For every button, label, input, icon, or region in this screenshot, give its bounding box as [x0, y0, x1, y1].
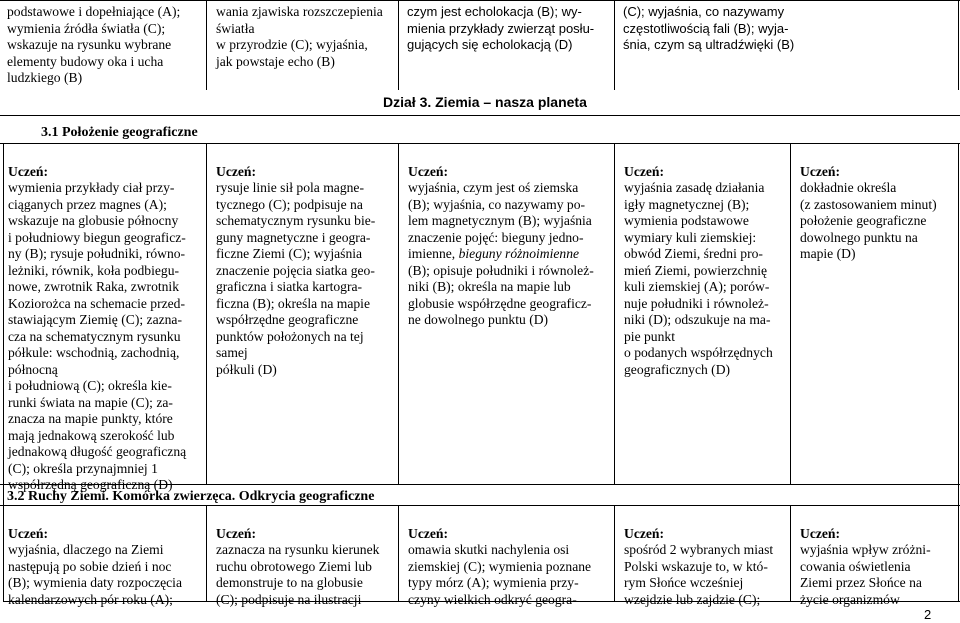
student-label: Uczeń: [8, 163, 49, 179]
student-label: Uczeń: [408, 163, 449, 179]
student-label: Uczeń: [624, 163, 665, 179]
requirement-text: wymienia przykłady ciał przy- ciąganych przez magnes (A); wskazuje na globusie północny i południowy biegun geograficz- ny (B); rysuje południki, równo- leżniki, równik, koła podbiegu- nowe, zwrotnik Raka, zwrotnik Koziorożca na schemacie przed- stawiającym Ziemię (C); zazna- cza na schematycznym rysunku półkule: wschodnią, zachodnią, północną i południową (C); określa kie- runki świata na mapie (C); za- znacza na mapie punkty, które mają jednakową szerokość lub jednakową długość geograficzną (C); określa przynajmniej 1 współrzędną geograficzną (D) [8, 180, 187, 492]
table-border [614, 0, 615, 90]
student-label: Uczeń: [408, 525, 449, 541]
table-border [398, 143, 399, 484]
table-border [614, 143, 615, 484]
requirement-cell [408, 509, 612, 608]
table-border [958, 0, 959, 90]
requirement-text: rysuje linie sił pola magne- tycznego (C); podpisuje na schematycznym rysunku bie- guny magnetyczne i geogra- ficzne Ziemi (C); wyjaśnia znaczenie pojęcia siatka geo- graficzna i siatka kartogra- ficzna (B); określa na mapie współrzędne geograficzne punktów położonych na tej samej półkuli (D) [216, 180, 376, 377]
top-cell-3: czym jest echolokacja (B); wy- mienia przykłady zwierząt posłu- gujących się echolokacją (D) [407, 4, 595, 52]
table-border [790, 143, 791, 484]
table-border [958, 143, 959, 601]
page-number: 2 [924, 607, 932, 622]
requirement-cell [8, 509, 204, 608]
requirement-cell [216, 509, 396, 608]
table-border [398, 505, 399, 601]
section-heading-3-2: 3.2 Ruchy Ziemi. Komórka zwierzęca. Odkrycia geograficzne [7, 489, 375, 504]
requirement-text: wyjaśnia zasadę działania igły magnetycznej (B); wymienia podstawowe wymiary kuli ziemskiej: obwód Ziemi, średni pro- mień Ziemi, powierzchnię kuli ziemskiej (A); porów- nuje południki i równoleż- niki (D); odszukuje na ma- pie punkt o podanych współrzędnych geograficznych (D) [624, 180, 773, 377]
student-label: Uczeń: [216, 525, 257, 541]
table-border [206, 505, 207, 601]
requirement-text: zaznacza na rysunku kierunek ruchu obrotowego Ziemi lub demonstruje to na globusie (C); podpisuje na ilustracji [216, 542, 380, 607]
table-border [3, 143, 4, 601]
requirement-text: wyjaśnia wpływ zróżni- cowania oświetlenia Ziemi przez Słońce na życie organizmów [800, 542, 931, 607]
top-cell-1: podstawowe i dopełniające (A); wymienia źródła światła (C); wskazuje na rysunku wybrane elementy budowy oka i ucha ludzkiego (B) [7, 4, 181, 85]
requirement-text: spośród 2 wybranych miast Polski wskazuje to, w któ- rym Słońce wcześniej wzejdzie lub zajdzie (C); [624, 542, 774, 607]
requirement-cell [624, 509, 788, 608]
chapter-title: Dział 3. Ziemia – nasza planeta [383, 94, 587, 110]
student-label: Uczeń: [800, 525, 841, 541]
table-border [790, 505, 791, 601]
table-border [0, 143, 960, 144]
requirement-text: omawia skutki nachylenia osi ziemskiej (C); wymienia poznane typy mórz (A); wymienia przy- czyny wielkich odkryć geogra- [408, 542, 592, 607]
requirement-cell [8, 147, 204, 494]
student-label: Uczeń: [800, 163, 841, 179]
requirement-text: dokładnie określa (z zastosowaniem minut) położenie geograficzne dowolnego punktu na mapie (D) [800, 180, 937, 261]
top-cell-2: wania zjawiska rozszczepienia światła w przyrodzie (C); wyjaśnia, jak powstaje echo (B) [216, 4, 383, 69]
student-label: Uczeń: [216, 163, 257, 179]
table-border [398, 0, 399, 90]
requirement-cell [800, 509, 956, 608]
requirement-text: (B); opisuje południki i równoleż- niki (B); określa na mapie lub globusie współrzędne geograficz- ne dowolnego punktu (D) [408, 262, 594, 327]
top-cell-4: (C); wyjaśnia, co nazywamy częstotliwością fali (B); wyja- śnia, czym są ultradźwięki (B) [623, 4, 795, 52]
student-label: Uczeń: [624, 525, 665, 541]
table-border [206, 0, 207, 90]
requirement-text: wyjaśnia, czym jest oś ziemska (B); wyjaśnia, co nazywamy po- lem magnetycznym (B); wyjaśnia znaczenie pojęć: bieguny jedno- imienne, [408, 180, 592, 261]
table-border [0, 505, 960, 506]
section-heading-3-1: 3.1 Położenie geograficzne [41, 125, 198, 140]
requirement-cell [408, 147, 612, 329]
table-border [0, 0, 960, 1]
requirement-cell [800, 147, 956, 263]
requirement-text-italic: bieguny różnoimienne [458, 246, 580, 261]
table-border [206, 143, 207, 484]
requirement-text: wyjaśnia, dlaczego na Ziemi następują po sobie dzień i noc (B); wymienia daty rozpoczęcia kalendarzowych pór roku (A); [8, 542, 182, 607]
student-label: Uczeń: [8, 525, 49, 541]
table-border [0, 115, 960, 116]
table-border [614, 505, 615, 601]
requirement-cell [216, 147, 396, 378]
requirement-cell [624, 147, 788, 378]
